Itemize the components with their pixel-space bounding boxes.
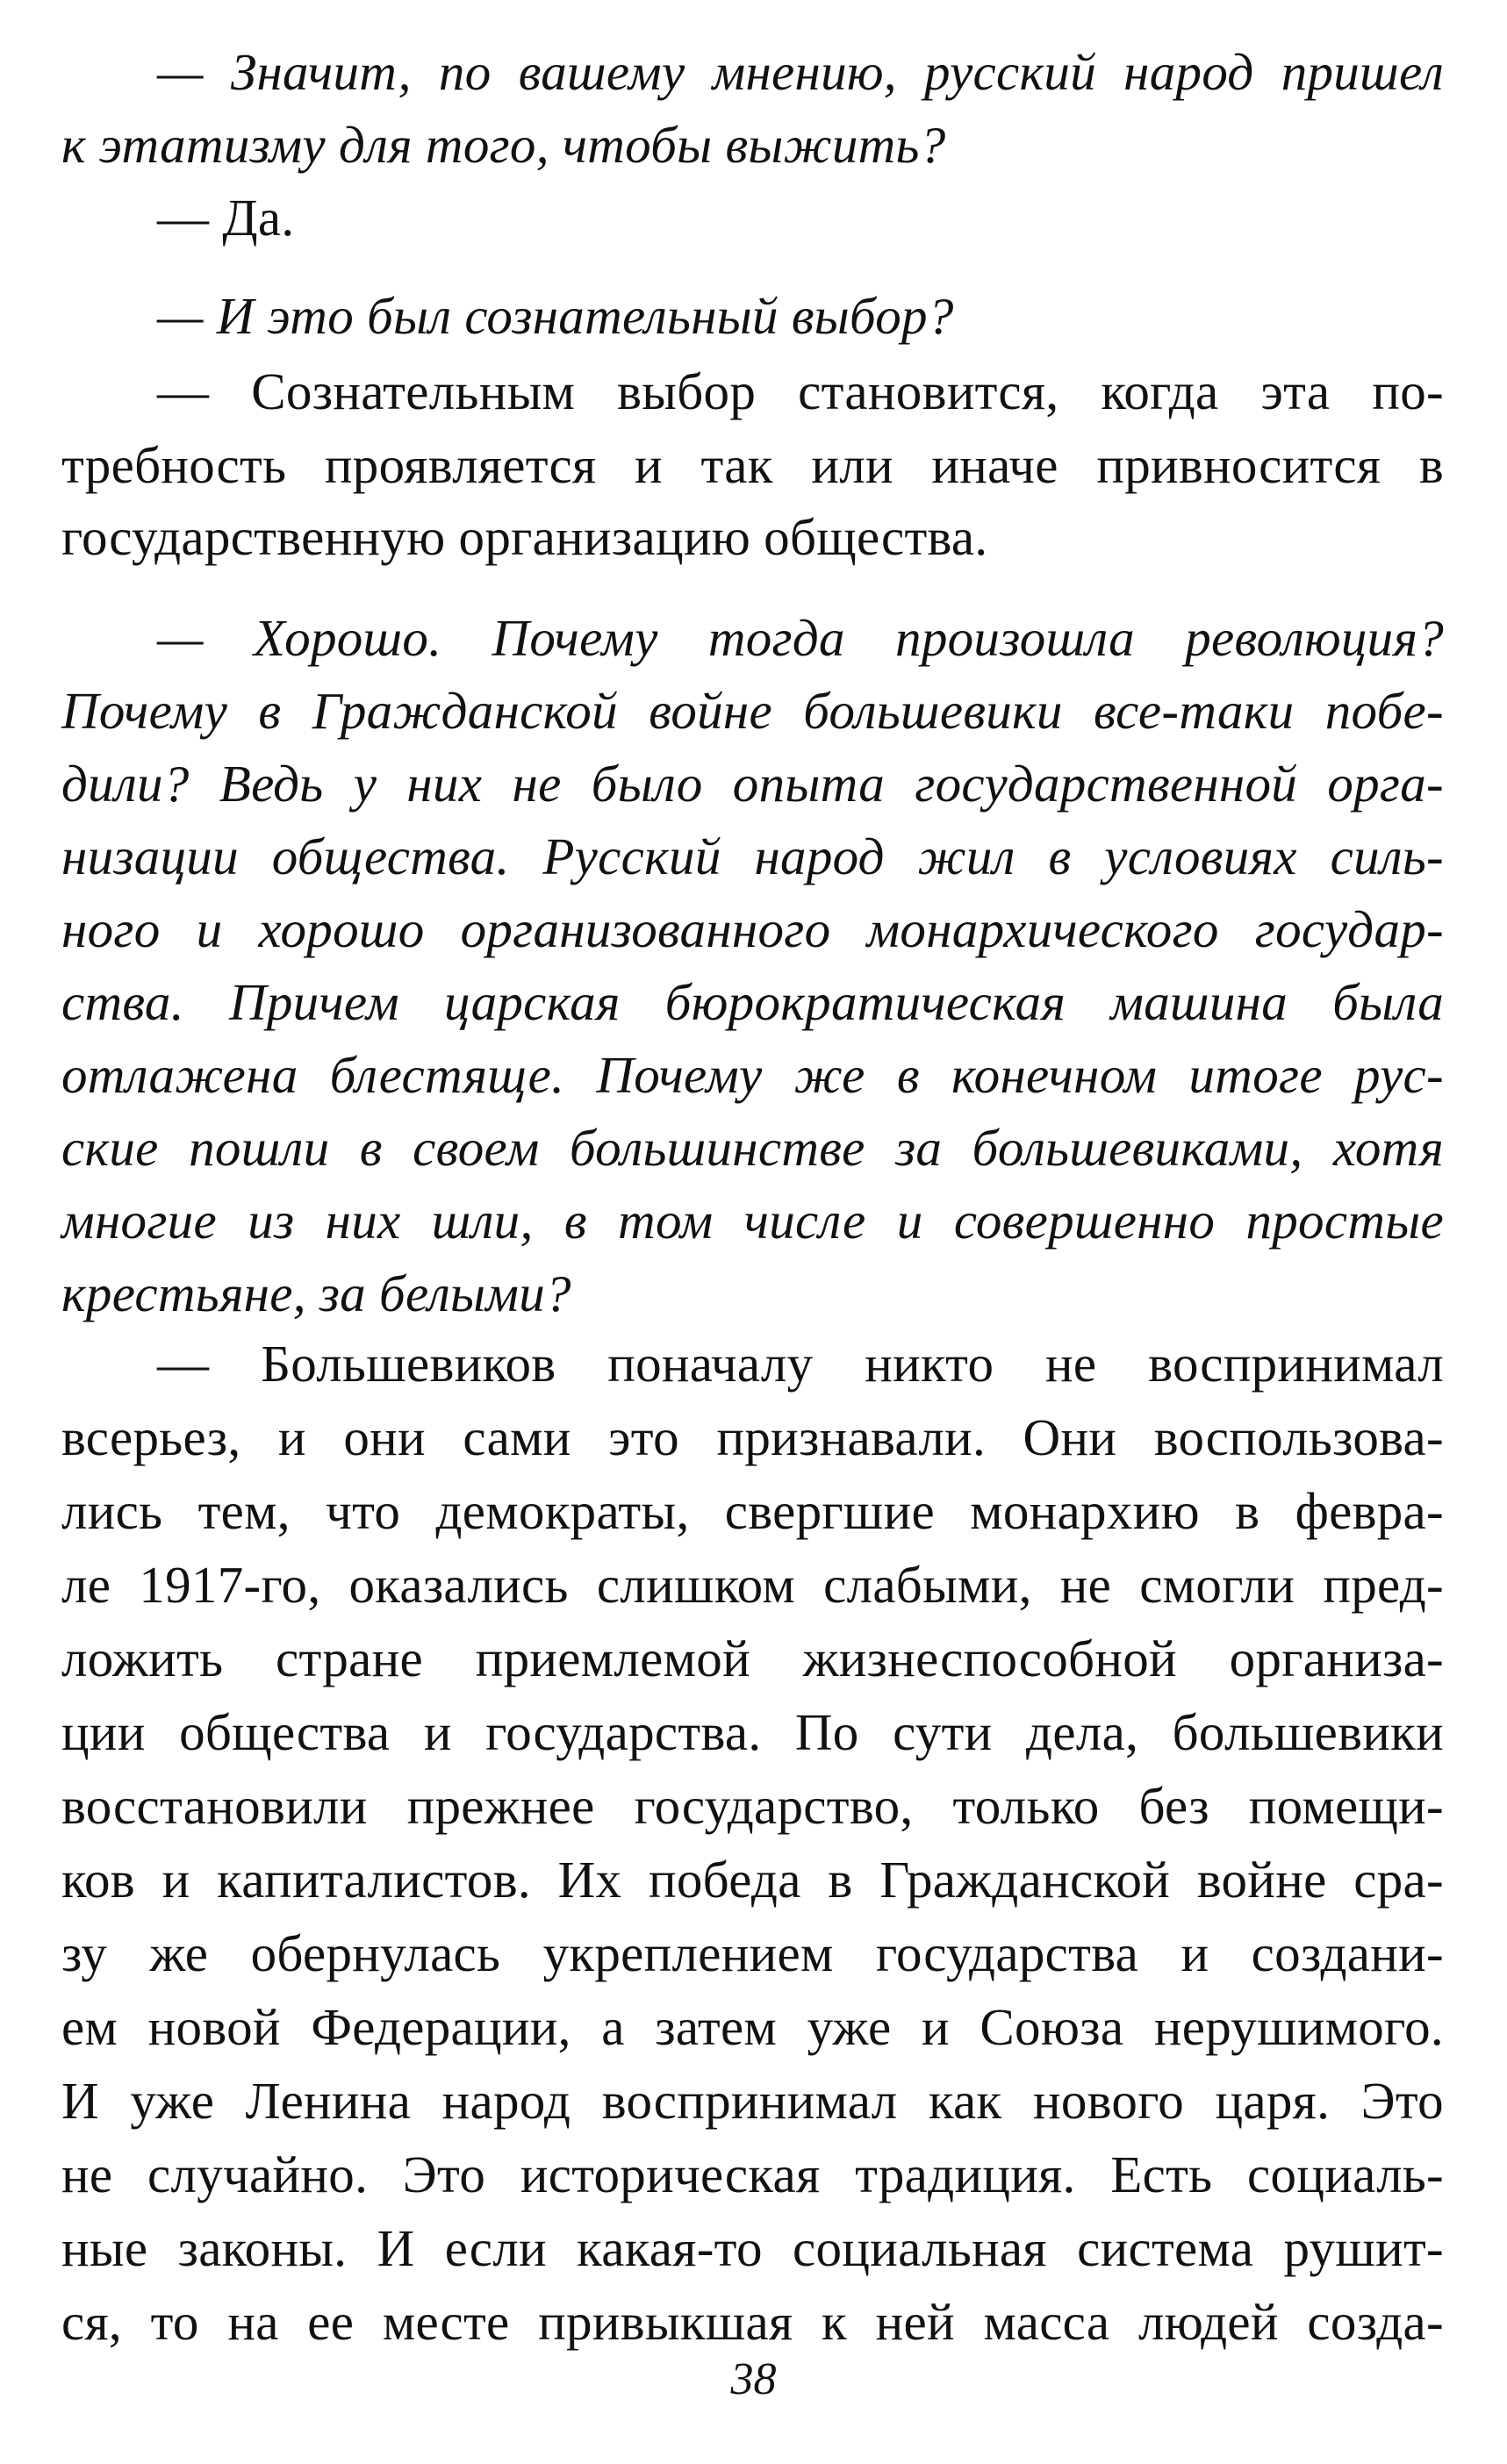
text-line-22: ложить стране приемлемой жизнеспособной организа-	[61, 1630, 1444, 1687]
text-line-17: крестьяне, за белыми?	[61, 1264, 571, 1322]
text-line-28: И уже Ленина народ воспринимал как нового царя. Это	[61, 2072, 1444, 2130]
text-line-10: дили? Ведь у них не было опыта государственной орга-	[61, 755, 1444, 813]
text-line-21: ле 1917-го, оказались слишком слабыми, не смогли пред-	[61, 1556, 1444, 1614]
text-line-25: ков и капиталистов. Их победа в Гражданской войне сра-	[61, 1851, 1444, 1909]
text-line-2: к этатизму для того, чтобы выжить?	[61, 116, 946, 174]
text-line-12: ного и хорошо организованного монархического государ-	[61, 900, 1444, 958]
text-line-23: ции общества и государства. По сути дела, большевики	[61, 1703, 1444, 1761]
text-line-3: — Да.	[157, 189, 295, 247]
page-number: 38	[730, 2354, 777, 2404]
text-line-7: государственную организацию общества.	[61, 508, 988, 566]
text-line-29: не случайно. Это историческая традиция. Есть социаль-	[61, 2145, 1444, 2203]
text-line-26: зу же обернулась укреплением государства и создани-	[61, 1924, 1444, 1982]
text-line-14: отлажена блестяще. Почему же в конечном итоге рус-	[61, 1046, 1444, 1104]
text-line-31: ся, то на ее месте привыкшая к ней масса людей созда-	[61, 2293, 1444, 2351]
text-line-9: Почему в Гражданской войне большевики все-таки побе-	[61, 682, 1444, 740]
text-line-18: — Большевиков поначалу никто не воспринимал	[157, 1335, 1444, 1393]
text-line-11: низации общества. Русский народ жил в условиях силь-	[61, 827, 1444, 885]
text-line-20: лись тем, что демократы, свергшие монархию в февра-	[61, 1482, 1444, 1540]
text-line-5: — Сознательным выбор становится, когда эта по-	[157, 362, 1444, 420]
text-line-4: — И это был сознательный выбор?	[157, 287, 954, 345]
text-line-30: ные законы. И если какая-то социальная система рушит-	[61, 2219, 1444, 2277]
text-line-27: ем новой Федерации, а затем уже и Союза нерушимого.	[61, 1998, 1444, 2056]
text-line-24: восстановили прежнее государство, только без помещи-	[61, 1777, 1444, 1835]
text-line-8: — Хорошо. Почему тогда произошла революция?	[157, 609, 1444, 667]
text-line-16: многие из них шли, в том числе и совершенно простые	[61, 1192, 1444, 1250]
text-line-13: ства. Причем царская бюрократическая машина была	[61, 973, 1444, 1031]
text-line-15: ские пошли в своем большинстве за большевиками, хотя	[61, 1119, 1444, 1177]
text-line-6: требность проявляется и так или иначе привносится в	[61, 436, 1444, 494]
text-line-1: — Значит, по вашему мнению, русский народ пришел	[157, 43, 1444, 101]
text-line-19: всерьез, и они сами это признавали. Они воспользова-	[61, 1408, 1444, 1466]
